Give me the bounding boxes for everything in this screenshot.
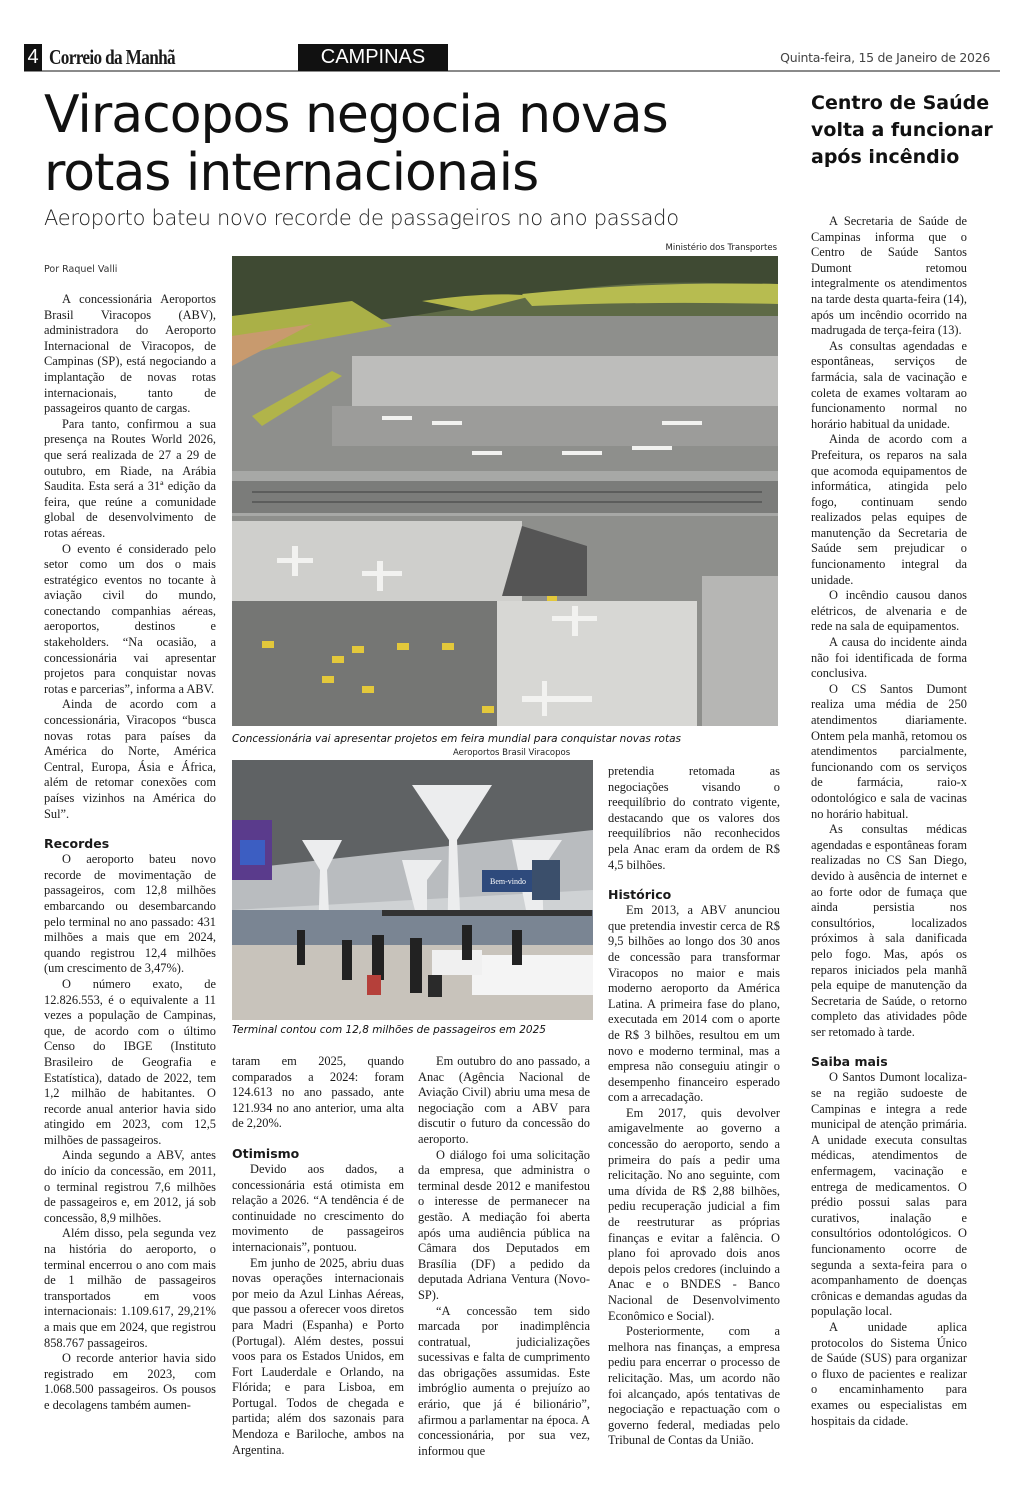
section-heading-otimismo: Otimismo — [232, 1145, 300, 1161]
section-heading-recordes: Recordes — [44, 836, 110, 852]
paragraph: A concessionária Aeroportos Brasil Viracopos (ABV), administradora do Aeroporto Internacional de Viracopos, de Campinas (SP), está negociando a implantação de novas rotas internacionais, tanto de passageiros quanto de cargas. — [44, 292, 216, 416]
terminal-interior-image — [232, 760, 593, 1020]
section-heading-historico: Histórico — [608, 887, 672, 903]
article-column-1 — [44, 292, 216, 1414]
aerial-airport-image — [232, 256, 778, 726]
paragraph: Além disso, pela segunda vez na história do aeroporto, o terminal encerrou o ano com mais de 1 milhão de passageiros transportados em voos internacionais: 1.109.617, 29,21% a mais que em 2024, que registrou 858.767 passageiros. — [44, 1226, 216, 1350]
article-subhead: Aeroporto bateu novo recorde de passageiros no ano passado — [44, 206, 679, 230]
paragraph: Devido aos dados, a concessionária está otimista em relação a 2026. “A tendência é de continuidade no crescimento do movimento de passageiros internacionais”, pontuou. — [232, 1161, 404, 1254]
paragraph: pretendia retomada as negociações visando o reequilíbrio do contrato vigente, destacando que os valores dos reequilíbrios não reconhecidos pela Anac eram da ordem de R$ 4,5 bilhões. — [608, 764, 780, 872]
paragraph: A causa do incidente ainda não foi identificada de forma conclusiva. — [811, 635, 967, 681]
page-number: 4 — [24, 44, 42, 71]
article-column-3 — [418, 1054, 590, 1459]
aerial-airport-photo — [232, 256, 778, 726]
paragraph: As consultas agendadas e espontâneas, serviços de farmácia, sala de vacinação e coleta de exames voltaram ao funcionamento normal no horário habitual da unidade. — [811, 338, 967, 431]
article-column-2 — [232, 1054, 404, 1458]
paragraph: O número exato, de 12.826.553, é o equivalente a 11 vezes a população de Campinas, que, de acordo com o último Censo do IBGE (Instituto Brasileiro de Geografia e Estatística), datado de 2022, tem 1,2 milhão de habitantes. O recorde anual anterior havia sido atingido em 2023, com 12,5 milhões de passageiros. — [44, 976, 216, 1147]
paragraph: O diálogo foi uma solicitação da empresa, que administra o terminal desde 2012 e manifestou o interesse de permanecer na gestão. A mediação foi aberta após uma audiência pública na Câmara dos Deputados em Brasília (DF) a pedido da deputada Adriana Ventura (Novo-SP). — [418, 1147, 590, 1302]
paragraph: Para tanto, confirmou a sua presença na Routes World 2026, que será realizada de 27 a 29 de outubro, em Riade, na Arábia Saudita. Esta será a 31ª edição da feira, que reúne a comunidade global de desenvolvimento de rotas aéreas. — [44, 416, 216, 540]
paragraph: O CS Santos Dumont realiza uma média de 250 atendimentos diariamente. Ontem pela manhã, retomou os atendimentos parcialmente, funcionando com os serviços de farmácia, raio-x odontológico e sala de vacinas no horário habitual. — [811, 681, 967, 821]
masthead — [24, 44, 1000, 72]
section-heading-saiba-mais: Saiba mais — [811, 1054, 888, 1070]
paragraph: Ainda segundo a ABV, antes do início da concessão, em 2011, o terminal registrou 7,6 milhões de passageiros e, em 2012, já sob concessão, 8,9 milhões. — [44, 1148, 216, 1225]
byline: Por Raquel Valli — [44, 264, 118, 275]
paragraph: A Secretaria de Saúde de Campinas informa que o Centro de Saúde Santos Dumont retomou integralmente os atendimentos na tarde desta quarta-feira (14), após um incêndio ocorrido na madrugada de terça-feira (13). — [811, 214, 967, 338]
paragraph: O incêndio causou danos elétricos, de alvenaria e de rede na sala de equipamentos. — [811, 588, 967, 634]
photo2-credit: Aeroportos Brasil Viracopos — [453, 748, 571, 758]
welcome-sign: Bem-vindo — [490, 877, 526, 886]
paragraph: O evento é considerado pelo setor como um dos o mais estratégico eventos no tocante à aviação civil do mundo, conectando companhias aéreas, aeroportos, destinos e stakeholders. “Na ocasião, a concessionária vai apresentar projetos para conquistar novas rotas e parcerias”, informa a ABV. — [44, 541, 216, 696]
paragraph: O aeroporto bateu novo recorde de movimentação de passageiros, com 12,8 milhões embarcando ou desembarcando pelo terminal no ano passado: 431 milhões a mais que em 2024, quando registrou 12,4 milhões (um crescimento de 3,47%). — [44, 852, 216, 976]
paragraph: Em 2013, a ABV anunciou que pretendia investir cerca de R$ 9,5 bilhões ao longo dos 30 anos de concessão para transformar Viracopos no maior e mais moderno aeroporto da América Latina. A primeira fase do plano, executada em 2014 com o aporte de R$ 3 bilhões, resultou em um novo e moderno terminal, mas a empresa não conseguiu atingir o desempenho financeiro esperado com a arrecadação. — [608, 903, 780, 1105]
issue-date: Quinta-feira, 15 de Janeiro de 2026 — [780, 50, 990, 65]
paragraph: Em outubro do ano passado, a Anac (Agência Nacional de Aviação Civil) abriu uma mesa de negociação com a ABV para discutir o futuro da concessão do aeroporto. — [418, 1054, 590, 1146]
photo1-caption: Concessionária vai apresentar projetos em feira mundial para conquistar novas rotas — [232, 733, 681, 745]
section-tag: CAMPINAS — [298, 44, 448, 71]
sidebar-column — [811, 214, 967, 1429]
paragraph: Em junho de 2025, abriu duas novas operações internacionais por meio da Azul Linhas Aéreas, que passou a oferecer voos diretos para Madri (Espanha) e Porto (Portugal). Além destes, possui voos para os Estados Unidos, em Fort Lauderdale e Orlando, na Flórida; e para Lisboa, em Portugal. Todos de chegada e partida; além dos sazonais para Mendoza e Bariloche, ambos na Argentina. — [232, 1255, 404, 1457]
article-column-4 — [608, 764, 780, 1449]
paragraph: O Santos Dumont localiza-se na região sudoeste de Campinas e integra a rede municipal de atenção primária. A unidade executa consultas médicas, atendimentos de enfermagem, vacinação e entrega de medicamentos. O prédio possui salas para curativos, inalação e consultórios odontológicos. O funcionamento ocorre de segunda a sexta-feira para o acompanhamento de doenças crônicas e demandas agudas da população local. — [811, 1070, 967, 1319]
paragraph: As consultas médicas agendadas e espontâneas foram realizadas no CS San Diego, devido à ausência de internet e ao forte odor de fumaça que ainda persistia nos consultórios, localizados próximos à sala danificada pelo fogo. Mas, após os reparos iniciados pela manhã pela equipe de manutenção da Secretaria de Saúde, o retorno completo das atividades pôde ser retomado à tarde. — [811, 822, 967, 1039]
paragraph: Posteriormente, com a melhora nas finanças, a empresa pediu para encerrar o processo de relicitação. Mas, um acordo não foi alcançado, após tentativas de negociação e repactuação com o governo federal, mediadas pelo Tribunal de Contas da União. — [608, 1324, 780, 1448]
newspaper-logo: Correio da Manhã — [49, 45, 175, 69]
paragraph: O recorde anterior havia sido registrado em 2023, com 1.068.500 passageiros. Os pousos e decolagens também aumen- — [44, 1351, 216, 1412]
paragraph: A unidade aplica protocolos do Sistema Único de Saúde (SUS) para organizar o fluxo de pacientes e realizar o encaminhamento para exames ou especialistas em hospitais da cidade. — [811, 1319, 967, 1428]
paragraph: Ainda de acordo com a concessionária, Viracopos “busca novas rotas para países da América do Norte, América Central, Europa, Ásia e África, além de retomar conexões com países vizinhos na América do Sul”. — [44, 697, 216, 821]
photo2-caption: Terminal contou com 12,8 milhões de passageiros em 2025 — [232, 1024, 546, 1036]
article-headline: Viracopos negocia novas rotas internacionais — [44, 85, 668, 203]
paragraph: “A concessão tem sido marcada por inadimplência contratual, judicializações sucessivas e falta de cumprimento das obrigações assumidas. Este imbróglio aumenta o prejuízo ao erário, que já é bilionário”, afirmou a parlamentar na época. A concessionária, por sua vez, informou que — [418, 1303, 590, 1458]
paragraph: Em 2017, quis devolver amigavelmente ao governo a concessão do aeroporto, sendo a primeira do país a pedir uma relicitação. No ano seguinte, com uma dívida de R$ 2,88 bilhões, pediu recuperação judicial a fim de reestruturar as próprias finanças e evitar a falência. O plano foi aprovado dois anos depois pelos credores (incluindo a Anac e o BNDES - Banco Nacional de Desenvolvimento Econômico e Social). — [608, 1105, 780, 1323]
terminal-interior-photo — [232, 760, 593, 1020]
paragraph: Ainda de acordo com a Prefeitura, os reparos na sala que acomoda equipamentos de informática, atingida pelo fogo, continuam sendo realizados pelas equipes de manutenção da Secretaria de Saúde sem prejudicar o funcionamento integral da unidade. — [811, 432, 967, 587]
photo1-credit: Ministério dos Transportes — [665, 243, 777, 253]
paragraph: taram em 2025, quando comparados a 2024: foram 124.613 no ano passado, ante 121.934 no ano anterior, uma alta de 2,20%. — [232, 1054, 404, 1131]
sidebar-headline: Centro de Saúde volta a funcionar após incêndio — [811, 92, 993, 168]
